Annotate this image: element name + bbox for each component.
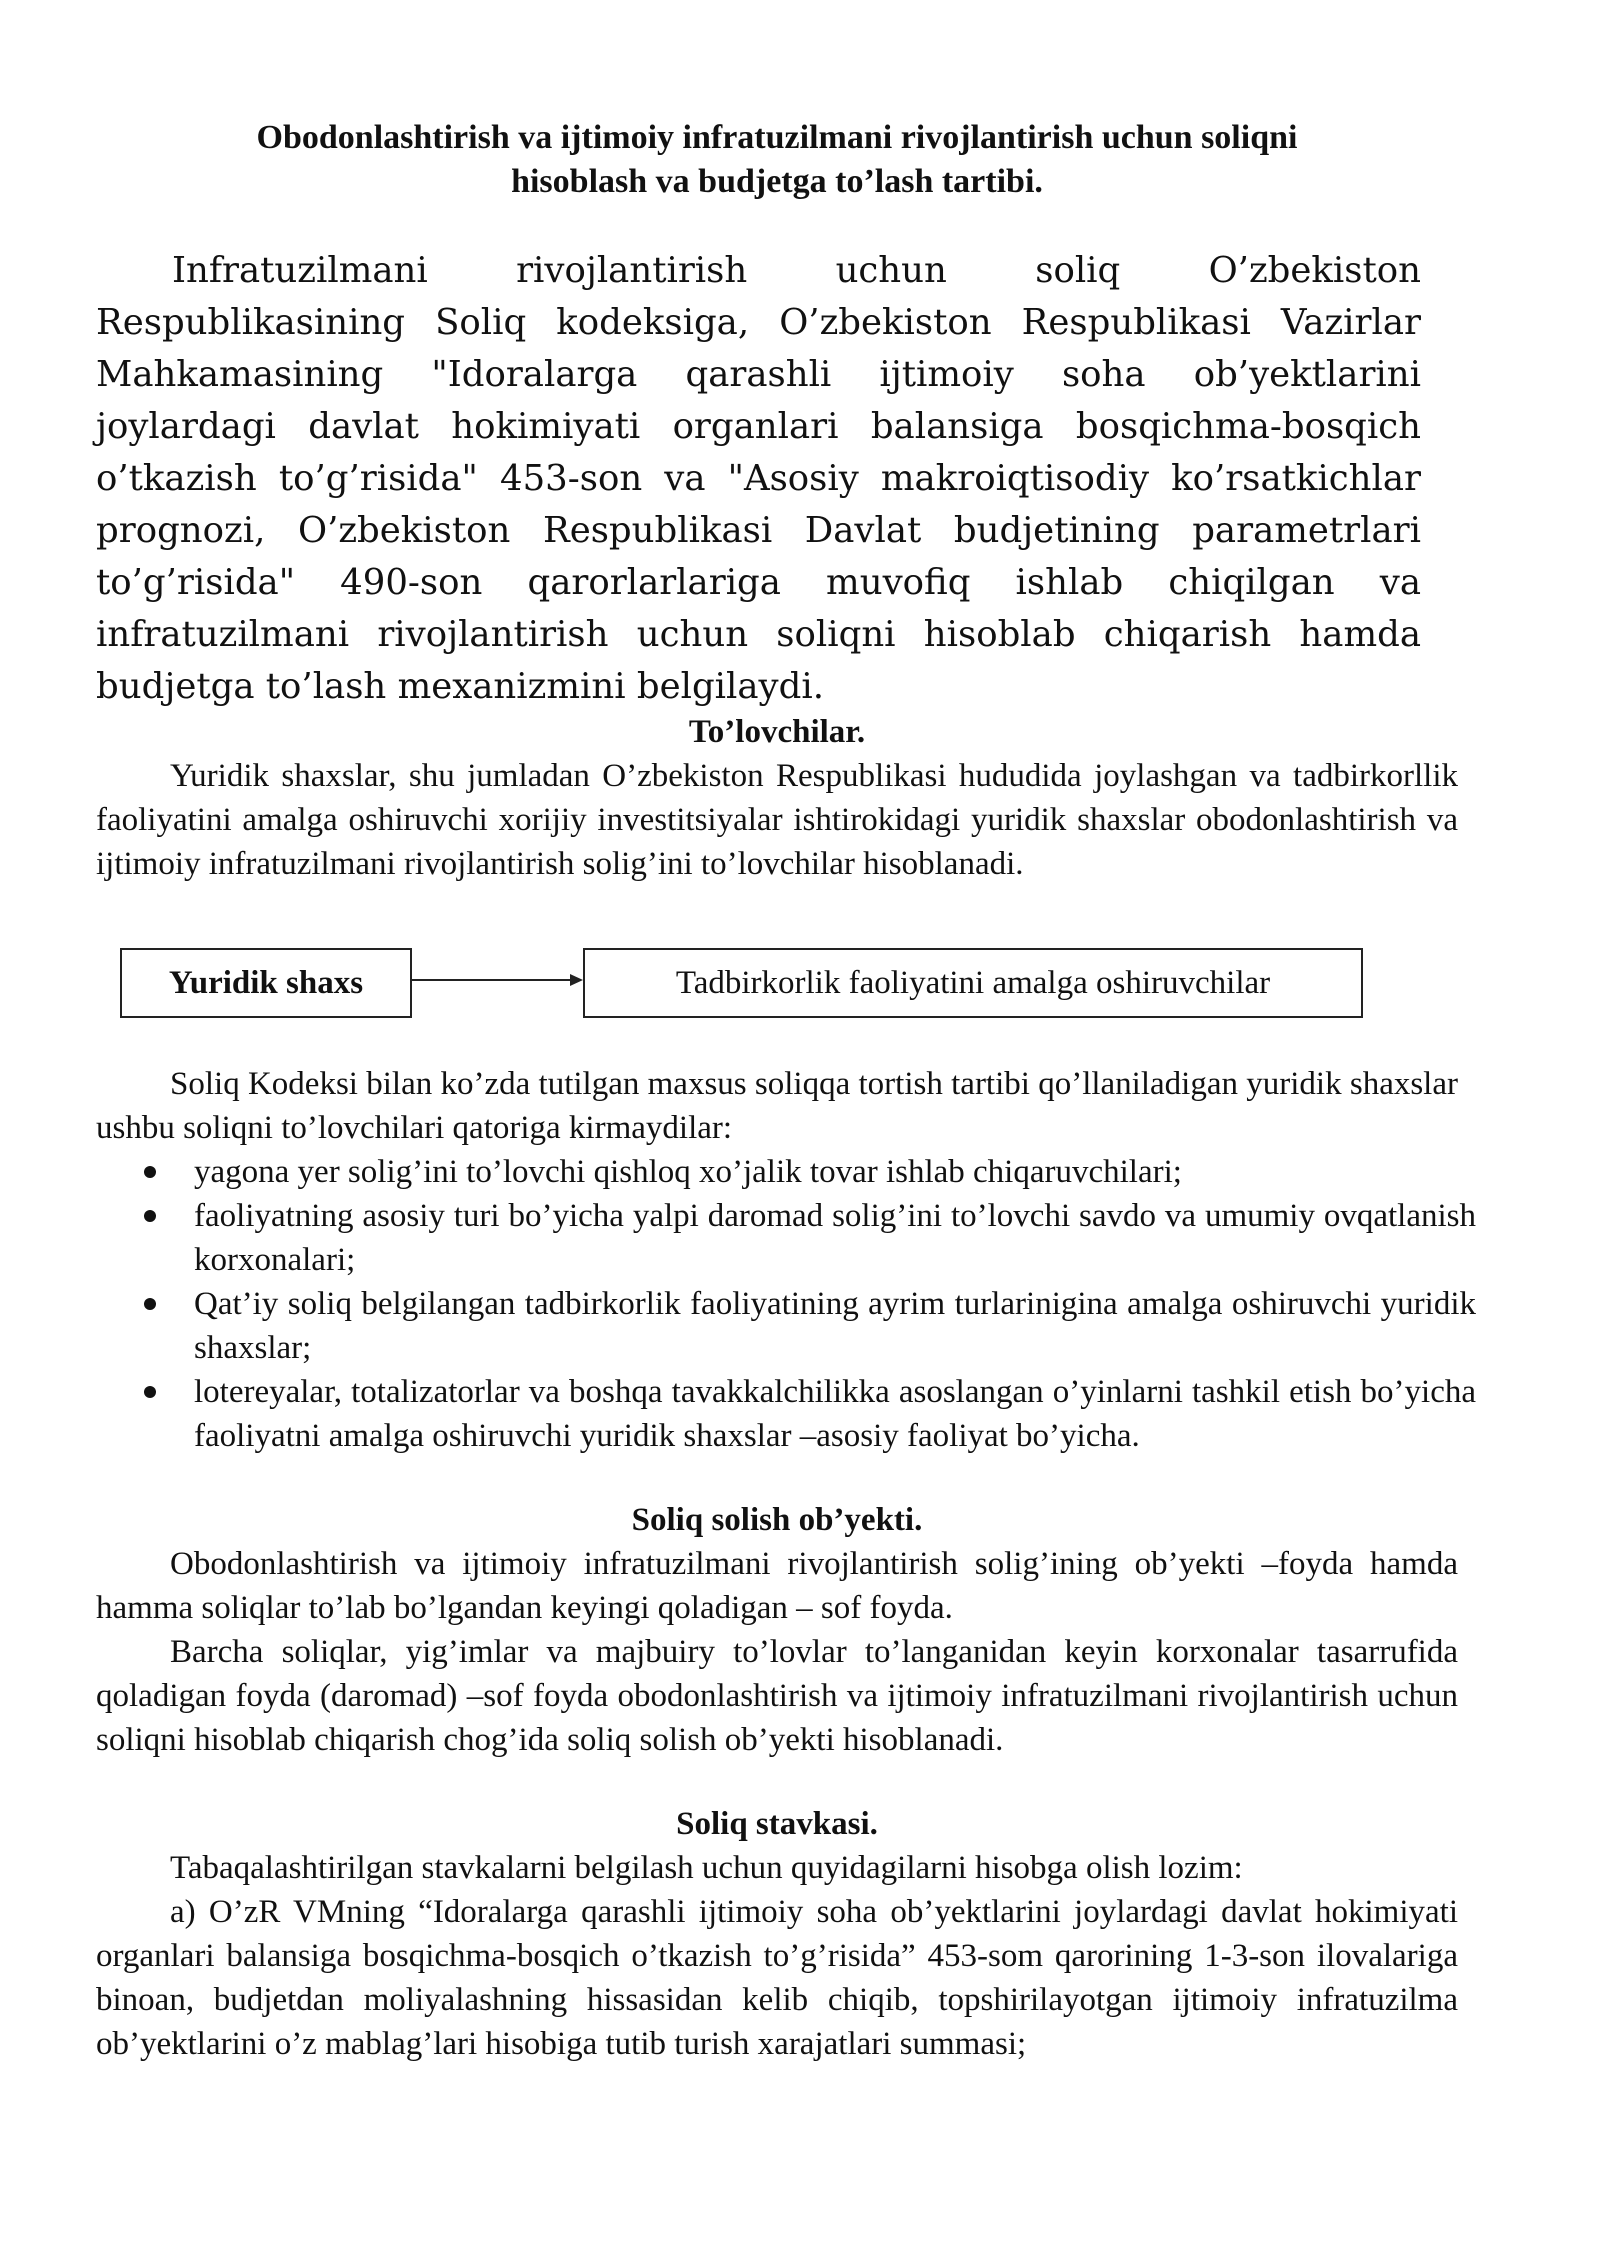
diagram-box-legal-entity [120, 948, 412, 1018]
document-title [96, 116, 1458, 204]
bullet-icon [144, 1166, 156, 1178]
title-line-2: hisoblash va budjetga to’lash tartibi. [511, 163, 1043, 200]
title-line-1: Obodonlashtirish va ijtimoiy infratuzilmani rivojlantirish uchun soliqni [256, 119, 1298, 156]
diagram-box-legal-entity-label: Yuridik shaxs [168, 965, 364, 1001]
rate-paragraph-1: Tabaqalashtirilgan stavkalarni belgilash uchun quyidagilarni hisobga olish lozim: [170, 1850, 1243, 1886]
bullet-icon [144, 1386, 156, 1398]
rate-paragraph-2: a) O’zR VMning “Idoralarga qarashli ijtimoiy soha ob’yektlarini joylardagi davlat hokimiyati organlari balansiga bosqichma-bosqich o’tkazish to’g’risida” 453-som qarorining 1-3-son ilovalariga binoan, budjetdan moliyalashning hissasidan kelib chiqib, topshirilayotgan ijtimoiy infratuzilma ob’yektlarini o’z mablag’lari hisobiga tutib turish xarajatlari summasi; [96, 1894, 1458, 2062]
diagram-box-entrepreneurs [583, 948, 1363, 1018]
payers-paragraph: Yuridik shaxslar, shu jumladan O’zbekiston Respublikasi hududida joylashgan va tadbirkorllik faoliyatini amalga oshiruvchi xorijiy investitsiyalar ishtirokidagi yuridik shaxslar obodonlashtirish va ijtimoiy infratuzilmani rivojlantirish solig’ini to’lovchilar hisoblanadi. [96, 758, 1458, 882]
list-item: Qat’iy soliq belgilangan tadbirkorlik faoliyatining ayrim turlarinigina amalga oshiruvchi yuridik shaxslar; [96, 1282, 1476, 1370]
bullet-icon [144, 1210, 156, 1222]
exclusions-list [96, 1150, 1476, 1458]
object-paragraph-1: Obodonlashtirish va ijtimoiy infratuzilmani rivojlantirish solig’ining ob’yekti –foyda hamda hamma soliqlar to’lab bo’lgandan keyingi qoladigan – sof foyda. [96, 1546, 1458, 1626]
list-item: yagona yer solig’ini to’lovchi qishloq xo’jalik tovar ishlab chiqaruvchilari; [96, 1150, 1476, 1194]
intro-paragraph: Infratuzilmani rivojlantirish uchun soliq O’zbekiston Respublikasining Soliq kodeksiga, O’zbekiston Respublikasi Vazirlar Mahkamasining "Idoralarga qarashli ijtimoiy soha ob’yektlarini joylardagi davlat hokimiyati organlari balansiga bosqichma-bosqich o’tkazish to’g’risida" 453-son va "Asosiy makroiqtisodiy ko’rsatkichlar prognozi, O’zbekiston Respublikasi Davlat budjetining parametrlari to’g’risida" 490-son qarorlarlariga muvofiq ishlab chiqilgan va infratuzilmani rivojlantirish uchun soliqni hisoblab chiqarish hamda budjetga to’lash mexanizmini belgilaydi. [96, 250, 1421, 707]
list-item: faoliyatning asosiy turi bo’yicha yalpi daromad solig’ini to’lovchi savdo va umumiy ovqatlanish korxonalari; [96, 1194, 1476, 1282]
section-heading-payers: To’lovchilar. [688, 714, 866, 750]
bullet-icon [144, 1298, 156, 1310]
section-heading-rate: Soliq stavkasi. [676, 1806, 878, 1842]
arrow-right-icon [412, 964, 584, 1004]
section-heading-object: Soliq solish ob’yekti. [631, 1502, 923, 1538]
exclusions-intro: Soliq Kodeksi bilan ko’zda tutilgan maxsus soliqqa tortish tartibi qo’llaniladigan yuridik shaxslar ushbu soliqni to’lovchilari qatoriga kirmaydilar: [96, 1066, 1458, 1146]
list-item: lotereyalar, totalizatorlar va boshqa tavakkalchilikka asoslangan o’yinlarni tashkil etish bo’yicha faoliyatni amalga oshiruvchi yuridik shaxslar –asosiy faoliyat bo’yicha. [96, 1370, 1476, 1458]
diagram-box-entrepreneurs-label: Tadbirkorlik faoliyatini amalga oshiruvchilar [675, 965, 1271, 1001]
object-paragraph-2: Barcha soliqlar, yig’imlar va majbuiry to’lovlar to’langanidan keyin korxonalar tasarrufida qoladigan foyda (daromad) –sof foyda obodonlashtirish va ijtimoiy infratuzilmani rivojlantirish uchun soliqni hisoblab chiqarish chog’ida soliq solish ob’yekti hisoblanadi. [96, 1634, 1458, 1758]
